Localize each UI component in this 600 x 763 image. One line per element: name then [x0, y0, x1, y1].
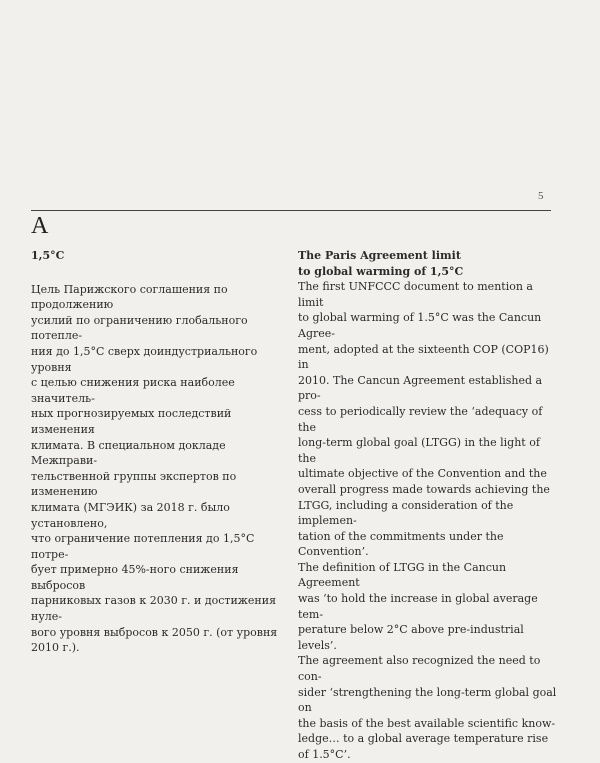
body-line: ния до 1,5°C сверх доиндустриального уровня: [31, 344, 258, 374]
body-line: to global warming of 1.5°C was the Cancun Agree-: [298, 311, 542, 340]
body-line: Цель Парижского соглашения по продолжению: [31, 282, 228, 312]
body-line: LTGG, including a consideration of the implemen-: [298, 498, 514, 528]
russian-entry-body: [31, 282, 293, 656]
heading-line: The Paris Agreement limit: [298, 249, 461, 262]
body-line: бует примерно 45%-ного снижения выбросов: [31, 563, 239, 592]
heading-line: to global warming of 1,5°C: [298, 264, 464, 278]
body-line: the basis of the best available scientific know-: [298, 716, 556, 730]
body-line: ных прогнозируемых последствий изменения: [31, 407, 232, 436]
body-line: вого уровня выбросов к 2050 г. (от уровня: [31, 625, 278, 639]
body-line: sider ‘strengthening the long-term global goal on: [298, 685, 557, 715]
english-entry-heading: [298, 248, 560, 279]
body-line: усилий по ограничению глобального потепле-: [31, 313, 248, 343]
english-body-text: [298, 279, 560, 762]
body-line: tation of the commitments under the Convention’.: [298, 529, 504, 559]
russian-entry-heading: 1,5°C: [31, 249, 65, 262]
body-line: с целью снижения риска наиболее значитель-: [31, 376, 235, 405]
body-line: cess to periodically review the ‘adequacy of the: [298, 404, 543, 434]
russian-entry: [31, 248, 293, 656]
body-line: 2010. The Cancun Agreement established a pro-: [298, 373, 543, 403]
body-line: The first UNFCCC document to mention a limit: [298, 280, 533, 309]
body-line: климата (МГЭИК) за 2018 г. было установлено,: [31, 500, 230, 530]
body-line: тельственной группы экспертов по изменению: [31, 469, 237, 499]
body-line: 2010 г.).: [31, 641, 80, 655]
body-line: of 1.5°C’.: [298, 748, 351, 761]
body-line: что ограничение потепления до 1,5°C потре-: [31, 532, 255, 561]
body-line: The agreement also recognized the need to con-: [298, 654, 541, 684]
body-line: климата. В специальном докладе Межправи-: [31, 438, 226, 468]
body-line: was ‘to hold the increase in global average tem-: [298, 592, 538, 621]
header-rule: [31, 210, 551, 211]
body-line: The definition of LTGG in the Cancun Agreement: [298, 560, 507, 590]
body-line: ledge… to a global average temperature rise: [298, 732, 549, 746]
body-line: perature below 2°C above pre-industrial levels’.: [298, 623, 524, 652]
english-entry-body: [298, 279, 560, 762]
page-number: 5: [538, 190, 544, 202]
section-letter: A: [31, 213, 49, 239]
body-line: overall progress made towards achieving the: [298, 482, 550, 496]
body-line: long-term global goal (LTGG) in the light of the: [298, 436, 540, 465]
body-line: ment, adopted at the sixteenth COP (COP16) in: [298, 342, 549, 372]
body-line: парниковых газов к 2030 г. и достижения нуле-: [31, 594, 277, 624]
russian-body-text: [31, 282, 293, 656]
english-entry: [298, 248, 560, 763]
body-line: ultimate objective of the Convention and the: [298, 467, 547, 481]
